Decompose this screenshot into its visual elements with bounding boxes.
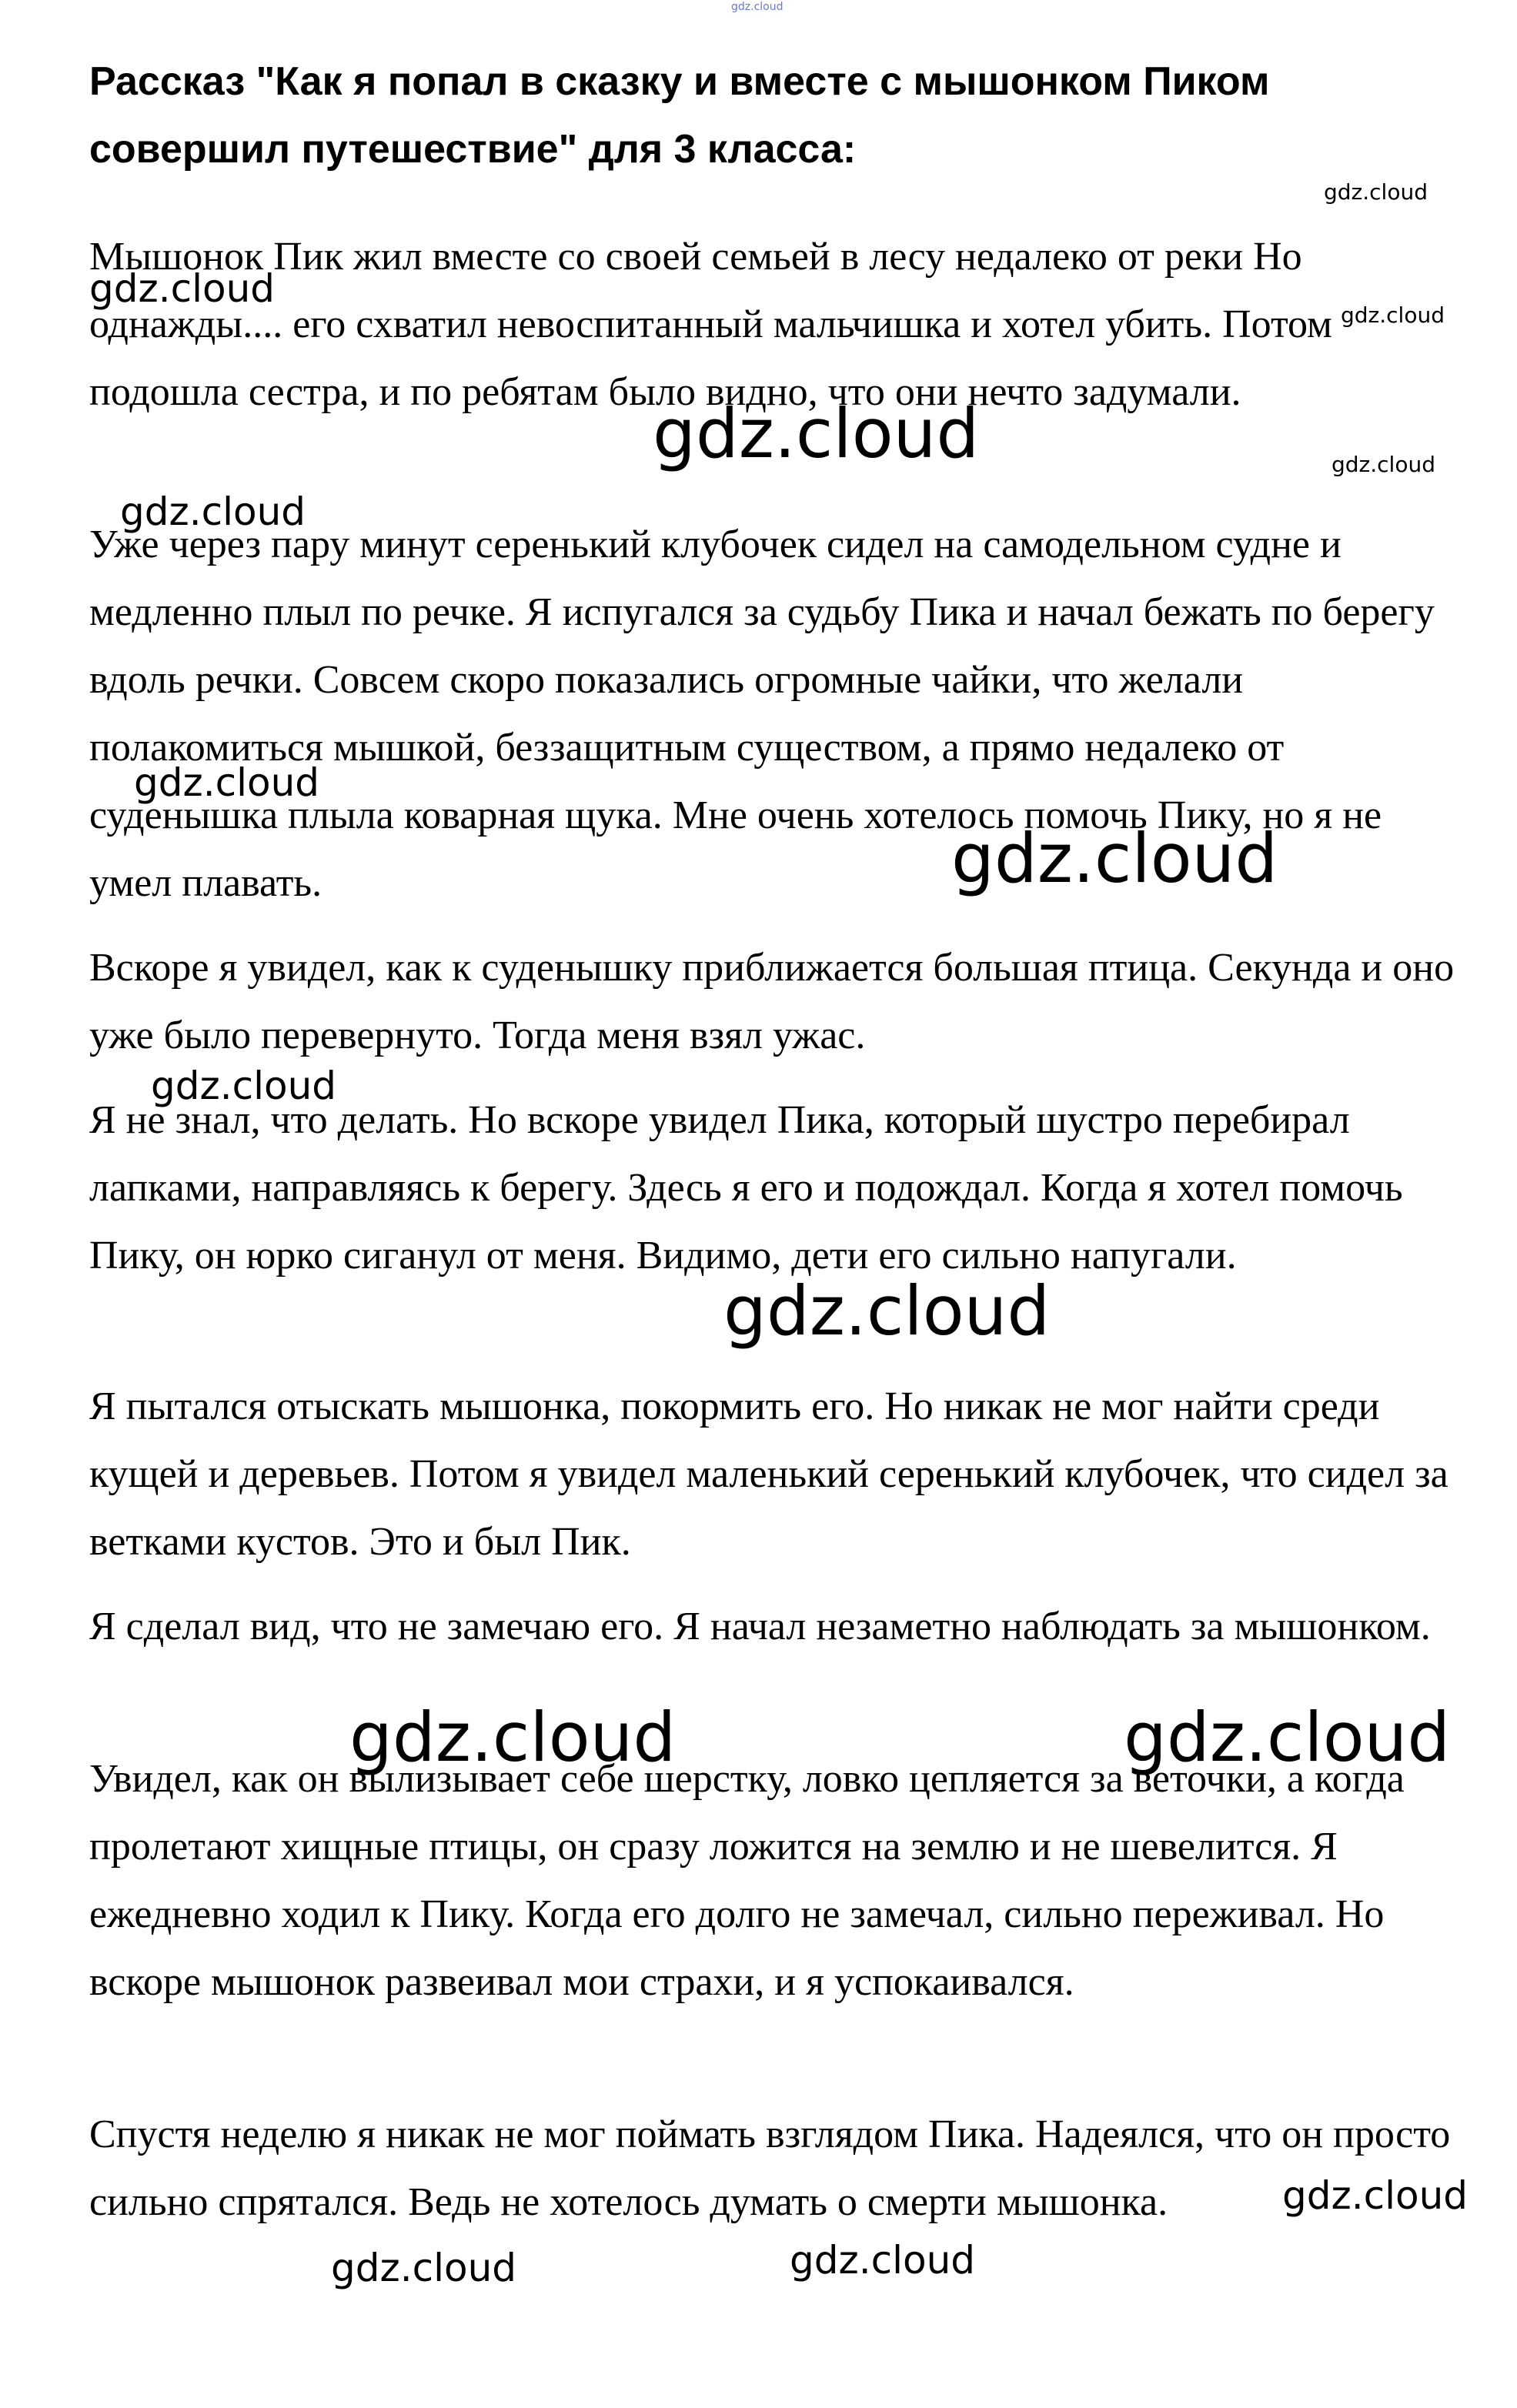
watermark: gdz.cloud <box>790 2238 976 2283</box>
watermark: gdz.cloud <box>134 760 320 805</box>
watermark: gdz.cloud <box>349 1698 677 1777</box>
watermark: gdz.cloud <box>120 489 306 534</box>
paragraph-1: Мышонок Пик жил вместе со своей семьей в лесу недалеко от реки Но однажды.... его схватил невоспитанный мальчишка и хотел убить. Потом подошла сестра, и по ребятам было видно, что они нечто задумали. <box>89 235 1332 414</box>
paragraph-3: Вскоре я увидел, как к суденышку приближается большая птица. Секунда и оно уже было перевернуто. Тогда меня взял ужас. <box>89 946 1455 1057</box>
paragraph-7: Увидел, как он вылизывает себе шерстку, ловко цепляется за веточки, а когда пролетают хищные птицы, он сразу ложится на землю и не шевелится. Я ежедневно ходил к Пику. Когда его долго не замечал, сильно переживал. Но вскоре мышонок развеивал мои страхи, и я успокаивался. <box>89 1757 1405 2004</box>
paragraph-8: Спустя неделю я никак не мог поймать взглядом Пика. Надеялся, что он просто сильно спрятался. Ведь не хотелось думать о смерти мышонка. <box>89 2112 1451 2224</box>
watermark: gdz.cloud <box>331 2246 517 2290</box>
watermark: gdz.cloud <box>1324 179 1428 205</box>
watermark: gdz.cloud <box>89 266 276 311</box>
watermark: gdz.cloud <box>1332 452 1435 477</box>
watermark: gdz.cloud <box>723 1271 1051 1351</box>
watermark: gdz.cloud <box>1282 2173 1469 2218</box>
paragraph-4: Я не знал, что делать. Но вскоре увидел Пика, который шустро перебирал лапками, направляясь к берегу. Здесь я его и подождал. Когда я хотел помочь Пику, он юрко сиганул от меня. Видимо, дети его сильно напугали. <box>89 1098 1403 1277</box>
document-title: Рассказ "Как я попал в сказку и вместе с мышонком Пиком совершил путешествие" для 3 класса: <box>89 59 1270 172</box>
watermark: gdz.cloud <box>731 1 784 13</box>
watermark: gdz.cloud <box>1341 302 1445 328</box>
watermark: gdz.cloud <box>151 1064 337 1108</box>
watermark: gdz.cloud <box>1124 1698 1451 1777</box>
paragraph-2: Уже через пару минут серенький клубочек сидел на самодельном судне и медленно плыл по речке. Я испугался за судьбу Пика и начал бежать по берегу вдоль речки. Совсем скоро показались огромные чайки, что желали полакомиться мышкой, беззащитным существом, а прямо недалеко от суденышка плыла коварная щука. Мне очень хотелось помочь Пику, но я не умел плавать. <box>89 523 1435 905</box>
paragraph-6: Я сделал вид, что не замечаю его. Я начал незаметно наблюдать за мышонком. <box>89 1605 1431 1648</box>
watermark: gdz.cloud <box>653 394 980 473</box>
paragraph-5: Я пытался отыскать мышонка, покормить его. Но никак не мог найти среди кущей и деревьев. Потом я увидел маленький серенький клубочек, что сидел за ветками кустов. Это и был Пик. <box>89 1384 1449 1564</box>
watermark: gdz.cloud <box>951 819 1278 898</box>
